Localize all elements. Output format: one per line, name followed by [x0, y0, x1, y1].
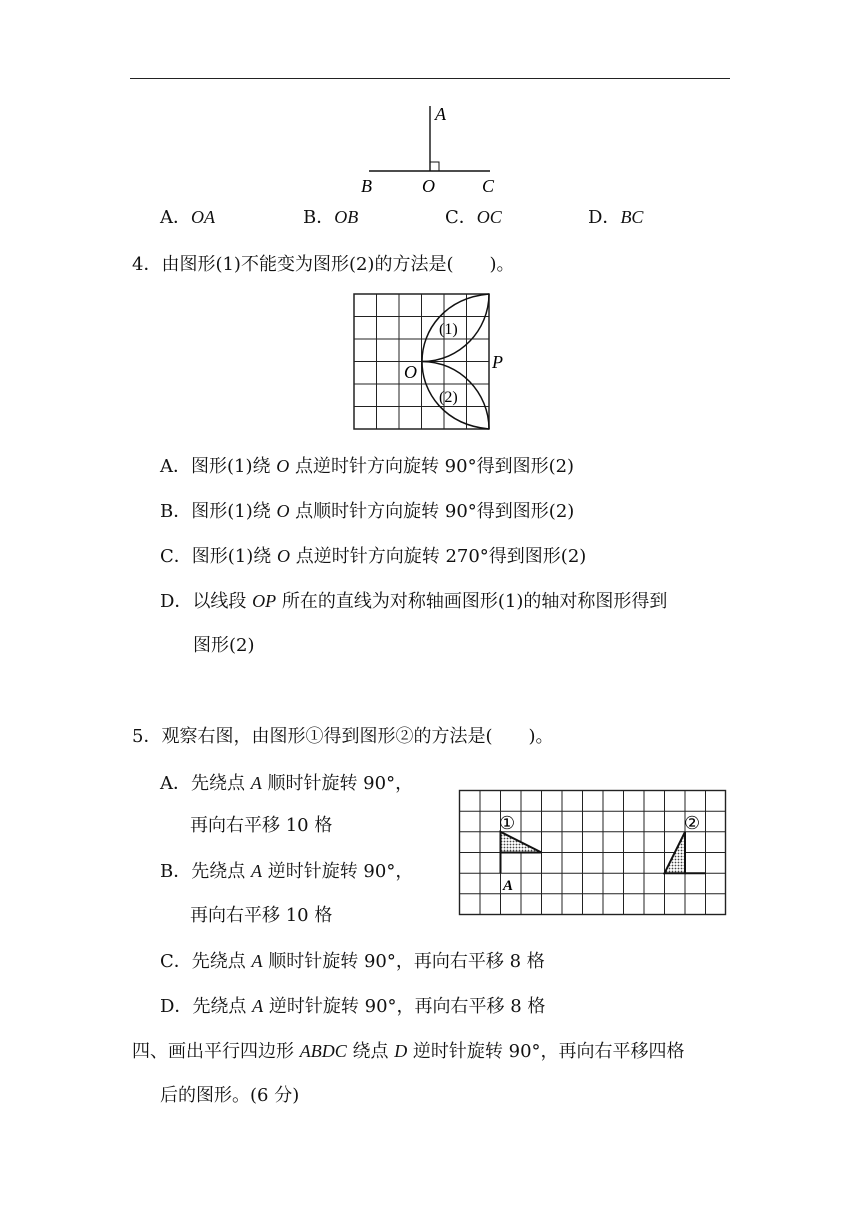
q5-figure: [455, 786, 731, 919]
q4-stem: 4．由图形(1)不能变为图形(2)的方法是( )。: [132, 254, 515, 275]
section4-stem-cont: 后的图形。(6 分): [160, 1085, 300, 1106]
section4-stem: 四、画出平行四边形 ABDC 绕点 D 逆时针旋转 90°，再向右平移四格: [132, 1041, 685, 1062]
q5-option-d: D．先绕点 A 逆时针旋转 90°，再向右平移 8 格: [160, 996, 546, 1017]
q4-option-c: C．图形(1)绕 O 点逆时针方向旋转 270°得到图形(2): [160, 546, 587, 567]
q3-option-a: A．OA: [160, 207, 215, 228]
q3-option-b: B．OB: [303, 207, 359, 228]
q4-option-a: A．图形(1)绕 O 点逆时针方向旋转 90°得到图形(2): [160, 456, 575, 477]
q3-label-b: B: [361, 176, 372, 196]
q5-option-b: B．先绕点 A 逆时针旋转 90°，: [160, 861, 414, 882]
q3-figure: [355, 98, 505, 200]
q3-option-d: D．BC: [588, 207, 644, 228]
q5-label-2: ②: [684, 813, 701, 833]
q5-label-a: A: [503, 878, 514, 894]
q3-label-c: C: [482, 176, 495, 196]
q4-label-p: P: [492, 352, 503, 372]
q5-label-1: ①: [499, 813, 516, 833]
q3-label-o: O: [422, 176, 435, 196]
q5-option-a-cont: 再向右平移 10 格: [190, 815, 333, 836]
header-rule: [130, 78, 730, 79]
q5-stem: 5．观察右图，由图形①得到图形②的方法是( )。: [132, 726, 554, 747]
q4-option-d-cont: 图形(2): [193, 635, 255, 656]
q5-option-a: A．先绕点 A 顺时针旋转 90°，: [160, 773, 414, 794]
q3-option-c: C．OC: [445, 207, 502, 228]
q4-option-d: D．以线段 OP 所在的直线为对称轴画图形(1)的轴对称图形得到: [160, 591, 668, 612]
q5-option-b-cont: 再向右平移 10 格: [190, 905, 333, 926]
q4-label-1: (1): [439, 321, 458, 338]
q5-option-c: C．先绕点 A 顺时针旋转 90°，再向右平移 8 格: [160, 951, 545, 972]
q4-label-2: (2): [439, 389, 458, 406]
q4-option-b: B．图形(1)绕 O 点顺时针方向旋转 90°得到图形(2): [160, 501, 575, 522]
q4-figure: [350, 290, 520, 435]
q4-label-o: O: [404, 362, 417, 382]
q3-label-a: A: [435, 104, 446, 124]
